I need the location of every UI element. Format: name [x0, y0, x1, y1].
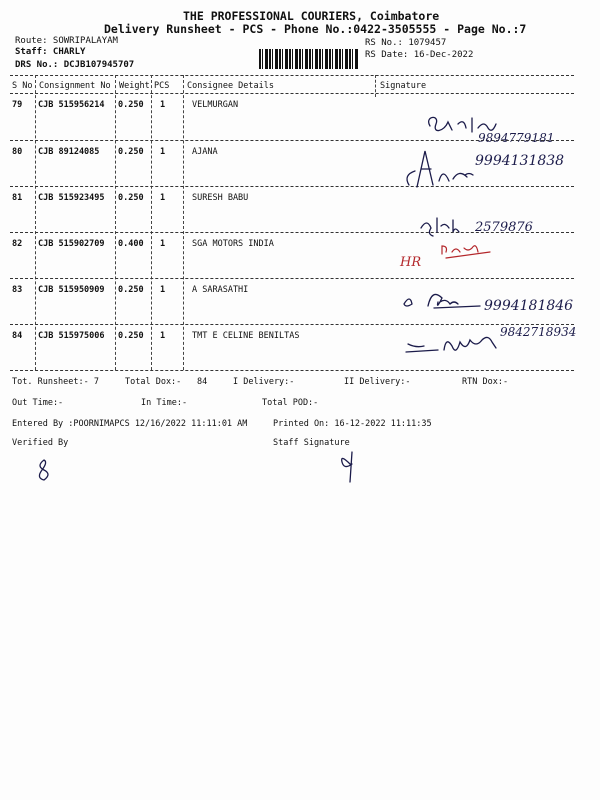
handwritten-note: HR [400, 255, 422, 270]
row-sno: 81 [12, 193, 23, 203]
verified-by: Verified By [12, 438, 69, 448]
col-pcs: PCS [154, 81, 170, 91]
col-divider [375, 75, 376, 97]
row-rule [10, 278, 574, 279]
handwritten-phone: 9894779181 [478, 131, 555, 145]
company-name: THE PROFESSIONAL COURIERS, Coimbatore [183, 9, 440, 23]
col-signature: Signature [380, 81, 427, 91]
rtn-dox: RTN Dox:- [462, 377, 509, 387]
signature-row-82 [398, 238, 498, 272]
row-weight: 0.250 [118, 285, 144, 295]
col-weight: Weight [119, 81, 150, 91]
col-consignment: Consignment No [39, 81, 111, 91]
drs-number: DRS No.: DCJB107945707 [15, 60, 135, 70]
col-divider [35, 75, 36, 370]
handwritten-phone: 9994181846 [484, 298, 574, 314]
row-pcs: 1 [160, 100, 166, 110]
runsheet-title: Delivery Runsheet - PCS - Phone No.:0422-3505555 - Page No.:7 [104, 22, 527, 36]
staff-signature-mark [330, 444, 370, 484]
printed-on: Printed On: 16-12-2022 11:11:35 [273, 419, 432, 429]
row-pcs: 1 [160, 331, 166, 341]
ii-delivery: II Delivery:- [344, 377, 411, 387]
row-pcs: 1 [160, 147, 166, 157]
signature-row-80 [395, 145, 595, 193]
in-time: In Time:- [141, 398, 188, 408]
route: Route: SOWRIPALAYAM [15, 36, 118, 46]
handwritten-phone: 9994131838 [475, 153, 565, 169]
out-time: Out Time:- [12, 398, 64, 408]
total-dox-label: Total Dox:- [125, 377, 182, 387]
row-pcs: 1 [160, 193, 166, 203]
row-weight: 0.400 [118, 239, 144, 249]
signature-row-83 [400, 282, 590, 322]
col-divider [183, 75, 184, 370]
row-weight: 0.250 [118, 331, 144, 341]
row-weight: 0.250 [118, 147, 144, 157]
signature-row-84 [400, 320, 595, 364]
tot-runsheet: Tot. Runsheet:- 7 [12, 377, 99, 387]
entered-by: Entered By :POORNIMAPCS 12/16/2022 11:11:01 AM [12, 419, 248, 429]
row-consignee: AJANA [192, 147, 218, 157]
row-consignment: CJB 515950909 [38, 285, 105, 295]
row-weight: 0.250 [118, 100, 144, 110]
total-pod: Total POD:- [262, 398, 319, 408]
handwritten-phone: 9842718934 [500, 325, 577, 339]
row-consignee: SURESH BABU [192, 193, 249, 203]
rs-number: RS No.: 1079457 [365, 38, 447, 48]
row-weight: 0.250 [118, 193, 144, 203]
row-consignee: SGA MOTORS INDIA [192, 239, 274, 249]
row-consignment: CJB 515975006 [38, 331, 105, 341]
handwritten-number: 2579876 [475, 220, 533, 235]
row-sno: 80 [12, 147, 23, 157]
table-top-rule [10, 75, 574, 76]
col-sno: S No [12, 81, 33, 91]
row-sno: 79 [12, 100, 23, 110]
row-pcs: 1 [160, 285, 166, 295]
rs-date: RS Date: 16-Dec-2022 [365, 50, 474, 60]
staff-signature: Staff Signature [273, 438, 350, 448]
row-consignment: CJB 515923495 [38, 193, 105, 203]
i-delivery: I Delivery:- [233, 377, 295, 387]
row-consignment: CJB 515902709 [38, 239, 105, 249]
row-rule [10, 370, 574, 371]
row-sno: 82 [12, 239, 23, 249]
signature-row-79 [420, 108, 590, 148]
row-pcs: 1 [160, 239, 166, 249]
row-sno: 83 [12, 285, 23, 295]
row-sno: 84 [12, 331, 23, 341]
row-consignee: VELMURGAN [192, 100, 239, 110]
row-consignment: CJB 89124085 [38, 147, 100, 157]
header-rule [10, 93, 574, 94]
row-consignee: TMT E CELINE BENILTAS [192, 331, 300, 341]
row-consignment: CJB 515956214 [38, 100, 105, 110]
barcode [259, 49, 359, 69]
row-consignee: A SARASATHI [192, 285, 249, 295]
signature-row-81 [415, 212, 585, 240]
col-consignee: Consignee Details [187, 81, 274, 91]
total-dox-value: 84 [197, 377, 208, 387]
staff: Staff: CHARLY [15, 47, 86, 57]
verified-by-signature [30, 454, 60, 484]
col-divider [115, 75, 116, 370]
col-divider [151, 75, 152, 370]
